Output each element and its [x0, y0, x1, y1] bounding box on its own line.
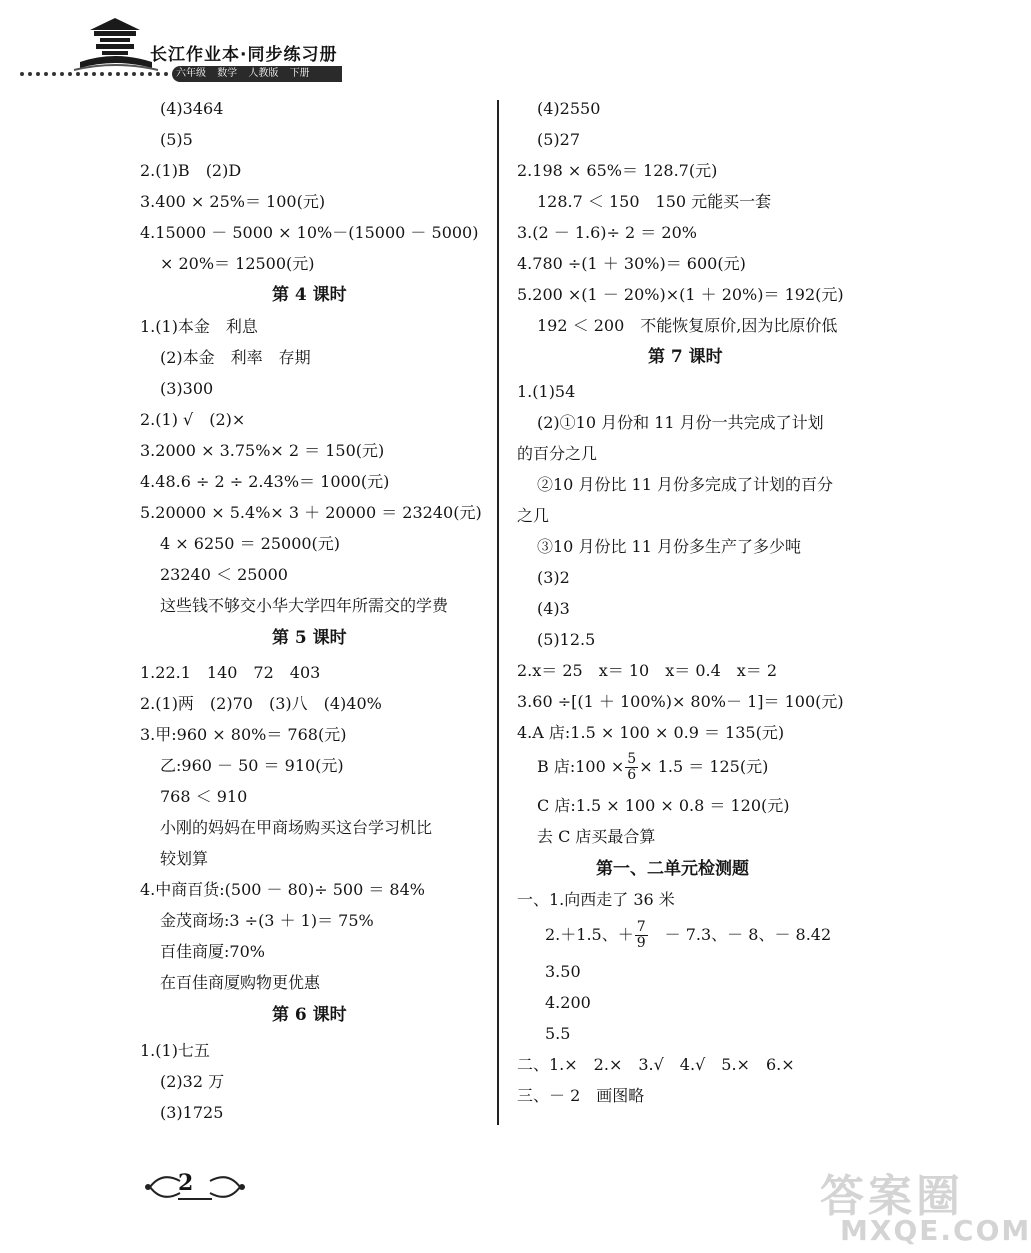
answer-line: 3.60 ÷[(1 ＋ 100%)× 80%－ 1]＝ 100(元) — [517, 692, 844, 711]
expression-part: × 1.5 ＝ 125(元) — [639, 757, 769, 776]
answer-line: 2.(1) √ (2)× — [140, 410, 246, 429]
grade-banner — [172, 66, 342, 82]
answer-line: 2.198 × 65%＝ 128.7(元) — [517, 161, 718, 180]
answer-line: 的百分之几 — [517, 444, 598, 463]
answer-line: 小刚的妈妈在甲商场购买这台学习机比 — [160, 818, 433, 837]
answer-line: 之几 — [517, 506, 550, 525]
answer-line: 2.x＝ 25 x＝ 10 x＝ 0.4 x＝ 2 — [517, 661, 778, 680]
lesson-heading: 第 4 课时 — [272, 285, 347, 305]
answer-line: 5.5 — [545, 1024, 571, 1043]
answer-line: 乙:960 － 50 ＝ 910(元) — [160, 756, 344, 775]
answer-line: (5)5 — [160, 130, 193, 149]
subject-label: 数学 — [217, 68, 238, 79]
answer-line: (3)2 — [537, 568, 570, 587]
edition-label: 人教版 — [248, 68, 279, 79]
answer-line: 4.48.6 ÷ 2 ÷ 2.43%＝ 1000(元) — [140, 472, 390, 491]
answer-line: (5)27 — [537, 130, 581, 149]
answer-line: (2)本金 利率 存期 — [160, 348, 311, 367]
expression-part: 2.＋1.5、＋ — [545, 925, 634, 944]
answer-line: 5.20000 × 5.4%× 3 ＋ 20000 ＝ 23240(元) — [140, 503, 482, 522]
watermark-logo — [820, 1160, 1031, 1248]
watermark-text: 答案圈 — [820, 1171, 964, 1222]
answer-line: 3.2000 × 3.75%× 2 ＝ 150(元) — [140, 441, 385, 460]
answer-line: 2.(1)两 (2)70 (3)八 (4)40% — [140, 694, 382, 713]
answer-line: (3)1725 — [160, 1103, 224, 1122]
answer-line: (2)32 万 — [160, 1072, 225, 1091]
answer-line: (5)12.5 — [537, 630, 596, 649]
answer-line: × 20%＝ 12500(元) — [160, 254, 315, 273]
answer-line: 百佳商厦:70% — [160, 942, 265, 961]
series-title: 长江作业本·同步练习册 — [150, 45, 338, 65]
volume-label: 下册 — [289, 68, 310, 79]
answer-line: 3.400 × 25%＝ 100(元) — [140, 192, 326, 211]
section-heading: 第一、二单元检测题 — [596, 859, 749, 879]
lesson-heading: 第 7 课时 — [648, 347, 723, 367]
answer-line: 3.(2 － 1.6)÷ 2 ＝ 20% — [517, 223, 697, 242]
lesson-heading: 第 5 课时 — [272, 628, 347, 648]
book-logo-icon — [70, 14, 160, 76]
answer-line: 1.22.1 140 72 403 — [140, 663, 321, 682]
answer-line: 1.(1)本金 利息 — [140, 317, 258, 336]
answer-line: C 店:1.5 × 100 × 0.8 ＝ 120(元) — [537, 796, 790, 815]
answer-line: 768 ＜ 910 — [160, 787, 248, 806]
answer-line: 去 C 店买最合算 — [537, 827, 656, 846]
answer-line: 1.(1)54 — [517, 382, 576, 401]
answer-line: 4.A 店:1.5 × 100 × 0.9 ＝ 135(元) — [517, 723, 785, 742]
answer-line-fraction — [545, 918, 831, 952]
answer-line: 二、1.× 2.× 3.√ 4.√ 5.× 6.× — [517, 1055, 795, 1074]
expression-part: B 店:100 × — [537, 757, 625, 776]
answer-line: 金茂商场:3 ÷(3 ＋ 1)＝ 75% — [160, 911, 374, 930]
answer-line: 较划算 — [160, 849, 209, 868]
watermark-url: MXQE.COM — [840, 1214, 1031, 1247]
lesson-heading: 第 6 课时 — [272, 1005, 347, 1025]
answer-line: 4.中商百货:(500 － 80)÷ 500 ＝ 84% — [140, 880, 425, 899]
answer-line-fraction — [537, 750, 768, 784]
answer-line: 在百佳商厦购物更优惠 — [160, 973, 321, 992]
answer-line: (4)3464 — [160, 99, 224, 118]
page-number-ornament-icon — [140, 1165, 250, 1207]
fraction — [625, 752, 638, 783]
fraction-denominator: 9 — [636, 935, 646, 951]
answer-line: 3.50 — [545, 962, 581, 981]
answer-line: ②10 月份比 11 月份多完成了计划的百分 — [537, 475, 833, 494]
fraction — [635, 920, 648, 951]
answer-line: (3)300 — [160, 379, 214, 398]
page-number: 2 — [178, 1170, 194, 1196]
answer-line: 一、1.向西走了 36 米 — [517, 890, 675, 909]
answer-line: 三、－ 2 画图略 — [517, 1086, 645, 1105]
answer-line: 2.(1)B (2)D — [140, 161, 242, 180]
grade-label: 六年级 — [176, 68, 206, 79]
answer-line: (4)3 — [537, 599, 570, 618]
fraction-numerator: 7 — [636, 919, 646, 935]
page-header — [0, 0, 1000, 92]
answer-line: (4)2550 — [537, 99, 601, 118]
answer-line: ③10 月份比 11 月份多生产了多少吨 — [537, 537, 801, 556]
answer-line: 4.15000 － 5000 × 10%－(15000 － 5000) — [140, 223, 479, 242]
decorative-dots — [18, 70, 178, 78]
answer-line: 23240 ＜ 25000 — [160, 565, 288, 584]
fraction-denominator: 6 — [627, 767, 637, 783]
answer-line: 4.200 — [545, 993, 591, 1012]
column-divider — [497, 100, 499, 1125]
answer-line: (2)①10 月份和 11 月份一共完成了计划 — [537, 413, 824, 432]
answer-line: 192 ＜ 200 不能恢复原价,因为比原价低 — [537, 316, 838, 335]
answer-line: 1.(1)七五 — [140, 1041, 210, 1060]
answer-line: 3.甲:960 × 80%＝ 768(元) — [140, 725, 347, 744]
answer-line: 128.7 ＜ 150 150 元能买一套 — [537, 192, 772, 211]
expression-part: － 7.3、－ 8、－ 8.42 — [648, 925, 832, 944]
answer-line: 5.200 ×(1 － 20%)×(1 ＋ 20%)＝ 192(元) — [517, 285, 844, 304]
answer-line: 4 × 6250 ＝ 25000(元) — [160, 534, 341, 553]
answer-line: 这些钱不够交小华大学四年所需交的学费 — [160, 596, 449, 615]
fraction-numerator: 5 — [627, 751, 637, 767]
answer-line: 4.780 ÷(1 ＋ 30%)＝ 600(元) — [517, 254, 746, 273]
